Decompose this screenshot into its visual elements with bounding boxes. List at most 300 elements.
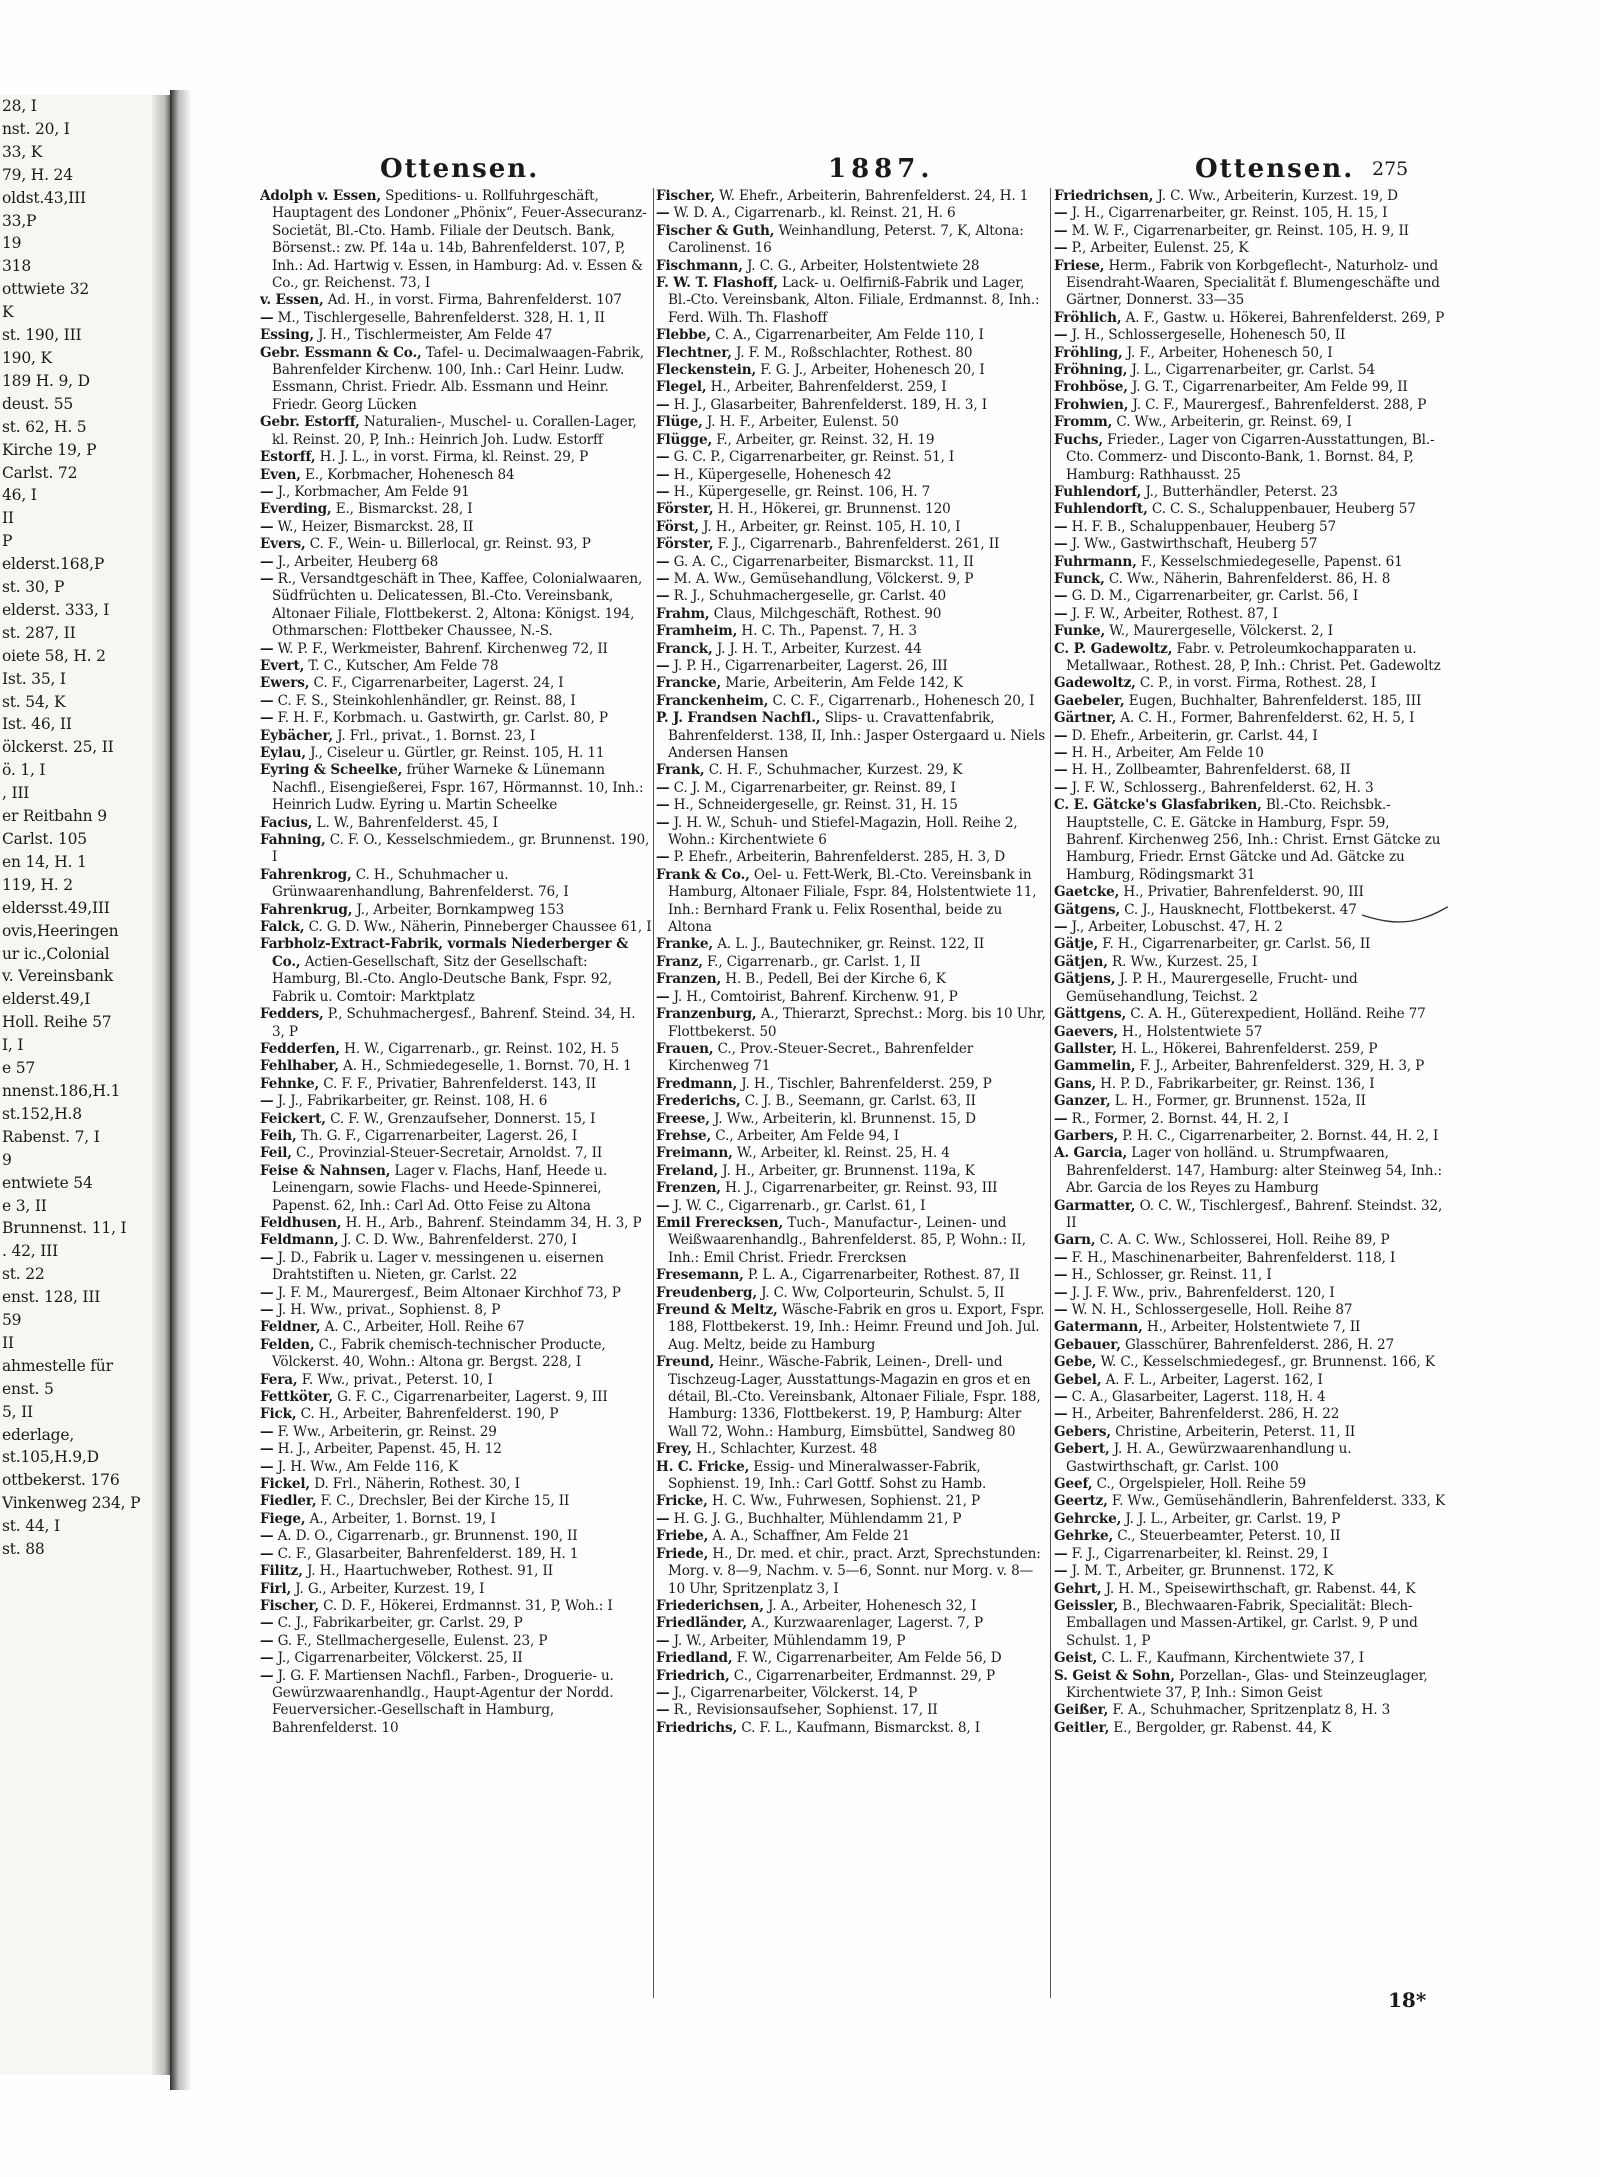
entry-name: Friedrichsen,	[1054, 188, 1154, 204]
prev-page-line: ölckerst. 25, II	[2, 738, 114, 757]
prev-page-line: entwiete 54	[2, 1173, 93, 1192]
prev-page-line: st. 62, H. 5	[2, 417, 87, 436]
prev-page-line: 189 H. 9, D	[2, 371, 90, 390]
entry-name: C. E. Gätcke's Glasfabriken,	[1054, 797, 1262, 814]
entry-details: J. F. W., Arbeiter, Rothest. 87, I	[1071, 605, 1278, 622]
entry-name: Flechtner,	[656, 344, 732, 361]
entry-details: C. J., Hausknecht, Flottbekerst. 47	[1124, 901, 1357, 918]
entry-details: G. F., Stellmachergeselle, Eulenst. 23, P	[277, 1632, 548, 1649]
entry-details: A. D. O., Cigarrenarb., gr. Brunnenst. 190, II	[277, 1528, 578, 1545]
directory-entry	[1054, 606, 1446, 623]
entry-details: J. C. G., Arbeiter, Holstentwiete 28	[747, 257, 980, 274]
entry-details: Oel- u. Fett-Werk, Bl.-Cto. Vereinsbank in Hamburg, Altonaer Filiale, Fspr. 84, Holstentwiete 11, Inh.: Bernhard Frank u. Felix Rosenthal, beide zu Altona	[668, 866, 1037, 936]
entry-details: J., Arbeiter, Bornkampweg 153	[356, 901, 565, 918]
entry-name: —	[656, 1684, 670, 1701]
entry-name: Geitler,	[1054, 1719, 1110, 1736]
directory-entry	[656, 936, 1048, 953]
entry-details: J. G. T., Cigarrenarbeiter, Am Felde 99, II	[1131, 379, 1408, 396]
entry-details: H., Holstentwiete 57	[1122, 1023, 1263, 1040]
directory-entry	[656, 449, 1048, 466]
entry-name: —	[260, 1302, 274, 1318]
entry-name: Friedländer,	[656, 1615, 748, 1632]
entry-name: Feldner,	[260, 1319, 321, 1336]
prev-page-line: 9	[2, 1150, 12, 1169]
entry-details: E., Bismarckst. 28, I	[335, 501, 473, 518]
entry-name: Essing,	[260, 327, 314, 344]
directory-entry	[656, 467, 1048, 484]
entry-name: —	[656, 449, 670, 466]
entry-details: J. H., Tischlermeister, Am Felde 47	[318, 327, 553, 344]
directory-entry	[260, 467, 652, 484]
directory-entry	[656, 1546, 1048, 1598]
directory-entry	[1054, 1319, 1446, 1336]
entry-name: Funck,	[1054, 570, 1105, 587]
entry-details: F. W., Cigarrenarbeiter, Am Felde 56, D	[736, 1650, 1002, 1667]
entry-details: Marie, Arbeiterin, Am Felde 142, K	[725, 675, 963, 692]
entry-details: J. P. H., Maurergeselle, Frucht- und Gemüsehandlung, Teichst. 2	[1066, 971, 1358, 1005]
directory-entry	[260, 1668, 652, 1738]
entry-details: J., Cigarrenarbeiter, Völckerst. 14, P	[673, 1684, 918, 1701]
entry-name: Fettköter,	[260, 1389, 333, 1406]
directory-entry	[260, 1058, 652, 1075]
entry-details: M., Tischlergeselle, Bahrenfelderst. 328, H. 1, II	[277, 309, 605, 326]
directory-entry	[1054, 519, 1446, 536]
directory-entry	[656, 205, 1048, 222]
entry-details: H. C. Th., Papenst. 7, H. 3	[741, 623, 917, 640]
entry-details: J. H., Arbeiter, gr. Reinst. 105, H. 10, I	[703, 518, 961, 535]
entry-name: —	[656, 570, 670, 587]
directory-entry	[1054, 1041, 1446, 1058]
entry-details: C. P., in vorst. Firma, Rothest. 28, I	[1139, 675, 1376, 692]
entry-name: Fehlhaber,	[260, 1058, 339, 1075]
entry-details: C. F., Wein- u. Billerlocal, gr. Reinst. 93, P	[309, 536, 591, 553]
entry-name: —	[1054, 1545, 1068, 1562]
directory-entry	[260, 867, 652, 902]
entry-details: C. Ww., Arbeiterin, gr. Reinst. 69, I	[1116, 414, 1352, 431]
entry-details: C. F. F., Privatier, Bahrenfelderst. 143, II	[323, 1075, 596, 1092]
entry-details: A., Arbeiter, 1. Bornst. 19, I	[309, 1510, 496, 1527]
directory-entry	[260, 1145, 652, 1162]
directory-entry	[1054, 310, 1446, 327]
directory-entry	[1054, 1563, 1446, 1580]
directory-entry	[1054, 1546, 1446, 1563]
entry-details: J. P. H., Cigarrenarbeiter, Lagerst. 26, III	[673, 657, 948, 674]
prev-page-line: 19	[2, 234, 22, 253]
directory-entry	[260, 728, 652, 745]
directory-entry	[656, 223, 1048, 258]
entry-details: J. G. F. Martiensen Nachfl., Farben-, Droguerie- u. Gewürzwaarenhandlg., Haupt-Agentur der Nordd. Feuerversicher.-Gesellschaft in Hamburg, Bahrenfelderst. 10	[272, 1667, 614, 1736]
entry-details: J. M. T., Arbeiter, gr. Brunnenst. 172, K	[1071, 1563, 1334, 1580]
entry-details: L. W., Bahrenfelderst. 45, I	[316, 814, 498, 831]
directory-entry	[656, 1528, 1048, 1545]
entry-details: A. C., Arbeiter, Holl. Reihe 67	[324, 1319, 525, 1336]
entry-details: früher Warneke & Lünemann Nachfl., Eisengießerei, Fspr. 167, Hörmannst. 10, Inh.: Heinrich Ludw. Eyring u. Martin Scheelke	[272, 762, 644, 814]
entry-details: Porzellan-, Glas- und Steinzeuglager, Kirchentwiete 37, P, Inh.: Simon Geist	[1066, 1667, 1428, 1701]
entry-name: —	[1054, 1267, 1068, 1284]
entry-name: Feil,	[260, 1145, 292, 1162]
entry-name: —	[656, 553, 670, 570]
entry-name: —	[260, 553, 274, 570]
header-year: 1887.	[828, 154, 935, 184]
entry-details: Weinhandlung, Peterst. 7, K, Altona: Carolinenst. 16	[668, 222, 1024, 257]
entry-name: Franz,	[656, 953, 703, 970]
entry-details: J. H., Haartuchweber, Rothest. 91, II	[307, 1563, 553, 1580]
prev-page-line: en 14, H. 1	[2, 852, 87, 871]
entry-name: —	[260, 1249, 274, 1266]
entry-name: —	[1054, 588, 1068, 605]
entry-name: Fleckenstein,	[656, 362, 757, 379]
entry-details: T. C., Kutscher, Am Felde 78	[308, 657, 499, 674]
entry-details: H. L., Hökerei, Bahrenfelderst. 259, P	[1121, 1040, 1378, 1057]
entry-name: Francke,	[656, 675, 722, 692]
prev-page-line: st. 30, P	[2, 578, 65, 597]
entry-details: A., Thierarzt, Sprechst.: Morg. bis 10 Uhr, Flottbekerst. 50	[668, 1006, 1046, 1040]
directory-entry	[260, 1633, 652, 1650]
directory-entry	[656, 1354, 1048, 1441]
directory-entry	[1054, 1441, 1446, 1476]
previous-page-fragment	[0, 95, 172, 2075]
entry-name: —	[260, 309, 274, 326]
entry-name: Falck,	[260, 919, 305, 936]
directory-entry	[1054, 1145, 1446, 1197]
prev-page-line: e 57	[2, 1059, 36, 1078]
directory-entry	[1054, 1250, 1446, 1267]
entry-details: H., Küpergeselle, Hohenesch 42	[673, 466, 892, 483]
pencil-mark	[1360, 885, 1450, 945]
directory-entry	[260, 745, 652, 762]
prev-page-line: 79, H. 24	[2, 165, 73, 184]
entry-details: G. D. M., Cigarrenarbeiter, gr. Carlst. 56, I	[1071, 588, 1359, 605]
directory-entry	[1054, 710, 1446, 727]
entry-name: Fahrenkrug,	[260, 901, 353, 918]
prev-page-line: 119, H. 2	[2, 875, 73, 894]
entry-details: Herm., Fabrik von Korbgeflecht-, Naturholz- und Eisendraht-Waaren, Specialität f. Blumengeschäfte und Gärtner, Donnerst. 33—35	[1066, 257, 1440, 309]
prev-page-line: Kirche 19, P	[2, 440, 97, 459]
entry-details: F. H. F., Korbmach. u. Gastwirth, gr. Carlst. 80, P	[277, 710, 608, 727]
entry-name: —	[1054, 1389, 1068, 1406]
entry-details: C. F., Cigarrenarbeiter, Lagerst. 24, I	[313, 675, 564, 692]
entry-name: Fuchs,	[1054, 431, 1103, 448]
directory-entry	[656, 275, 1048, 327]
prev-page-line: 318	[2, 257, 31, 276]
directory-entry	[260, 1406, 652, 1423]
prev-page-line: II	[2, 1333, 14, 1352]
entry-details: Lager v. Flachs, Hanf, Heede u. Leinengarn, sowie Flachs- und Heede-Spinnerei, Papenst. 62, Inh.: Carl Ad. Otto Feise zu Altona	[272, 1162, 608, 1214]
signature-mark: 18*	[1388, 1988, 1427, 2012]
directory-entry	[260, 1563, 652, 1580]
book-gutter	[170, 90, 192, 2090]
entry-details: H., Arbeiter, Bahrenfelderst. 286, H. 22	[1071, 1406, 1340, 1423]
entry-name: Franck,	[656, 640, 713, 657]
entry-details: M. W. F., Cigarrenarbeiter, gr. Reinst. 105, H. 9, II	[1071, 222, 1409, 239]
directory-entry	[260, 1389, 652, 1406]
entry-details: H. J., Arbeiter, Papenst. 45, H. 12	[277, 1441, 502, 1458]
entry-name: —	[1054, 222, 1068, 239]
entry-name: —	[656, 588, 670, 605]
entry-details: F. C., Drechsler, Bei der Kirche 15, II	[320, 1493, 570, 1510]
entry-name: Friedland,	[656, 1650, 733, 1667]
directory-entry	[1054, 1406, 1446, 1423]
entry-name: Fuhlendorf,	[1054, 483, 1142, 500]
entry-name: —	[1054, 1284, 1068, 1301]
entry-name: —	[1054, 779, 1068, 796]
entry-name: —	[260, 570, 274, 587]
prev-page-line: oiete 58, H. 2	[2, 646, 106, 665]
entry-name: Frey,	[656, 1441, 692, 1458]
entry-name: Gammelin,	[1054, 1058, 1136, 1075]
entry-details: A. L. J., Bautechniker, gr. Reinst. 122, II	[717, 936, 985, 953]
entry-name: —	[1054, 205, 1068, 222]
directory-entry	[260, 1511, 652, 1528]
prev-page-line: Carlst. 105	[2, 830, 87, 848]
prev-page-line: , III	[2, 784, 30, 803]
entry-details: H., Arbeiter, Bahrenfelderst. 259, I	[710, 379, 947, 396]
entry-name: —	[260, 1528, 274, 1545]
directory-entry	[260, 675, 652, 692]
entry-name: Fredmann,	[656, 1075, 738, 1092]
prev-page-line: enst. 5	[2, 1379, 54, 1398]
directory-entry	[1054, 345, 1446, 362]
prev-page-line: er Reitbahn 9	[2, 807, 107, 826]
entry-name: Fresemann,	[656, 1267, 744, 1284]
entry-details: C. J. M., Cigarrenarbeiter, gr. Reinst. 89, I	[673, 779, 956, 796]
entry-details: F. A., Schuhmacher, Spritzenplatz 8, H. 3	[1112, 1702, 1391, 1719]
directory-entry	[1054, 745, 1446, 762]
entry-name: Fuhlendorft,	[1054, 501, 1148, 518]
directory-entry	[260, 815, 652, 832]
directory-entry	[260, 693, 652, 710]
directory-entry	[656, 1633, 1048, 1650]
entry-name: Feldhusen,	[260, 1214, 342, 1231]
prev-page-line: Rabenst. 7, I	[2, 1127, 100, 1146]
entry-name: Frohwien,	[1054, 396, 1129, 413]
directory-entry	[1054, 1702, 1446, 1719]
directory-entry	[656, 571, 1048, 588]
entry-details: C. J., Fabrikarbeiter, gr. Carlst. 29, P	[277, 1615, 523, 1632]
entry-name: Gatermann,	[1054, 1319, 1143, 1336]
directory-entry	[1054, 971, 1446, 1006]
entry-details: A. A., Schaffner, Am Felde 21	[712, 1528, 911, 1545]
directory-entry	[1054, 1267, 1446, 1284]
entry-name: Flügge,	[656, 431, 713, 448]
prev-page-line: e 3, II	[2, 1196, 47, 1215]
entry-name: Flüge,	[656, 414, 703, 431]
entry-name: Framheim,	[656, 623, 738, 640]
prev-page-line: ovis,Heeringen	[2, 921, 119, 940]
entry-details: J. F. W., Schlosserg., Bahrenfelderst. 62, H. 3	[1071, 779, 1374, 796]
entry-details: Eugen, Buchhalter, Bahrenfelderst. 185, III	[1128, 692, 1422, 709]
entry-details: W. P. F., Werkmeister, Bahrenf. Kirchenweg 72, II	[277, 640, 608, 657]
directory-entry	[260, 1285, 652, 1302]
entry-details: W., Heizer, Bismarckst. 28, II	[277, 518, 474, 535]
entry-details: R., Former, 2. Bornst. 44, H. 2, I	[1071, 1110, 1289, 1127]
entry-details: Th. G. F., Cigarrenarbeiter, Lagerst. 26, I	[300, 1127, 578, 1144]
directory-entry	[656, 1163, 1048, 1180]
entry-name: —	[1054, 240, 1068, 257]
directory-entry	[656, 1041, 1048, 1076]
directory-entry	[260, 1319, 652, 1336]
entry-details: F., Arbeiter, gr. Reinst. 32, H. 19	[716, 431, 935, 448]
prev-page-line: elderst. 333, I	[2, 600, 110, 619]
entry-name: —	[1054, 605, 1068, 622]
entry-details: C., Provinzial-Steuer-Secretair, Arnoldst. 7, II	[296, 1145, 603, 1162]
entry-details: J. H. W., Schuh- und Stiefel-Magazin, Holl. Reihe 2, Wohn.: Kirchentwiete 6	[668, 814, 1018, 849]
entry-name: Everding,	[260, 501, 332, 518]
entry-details: F. J., Arbeiter, Bahrenfelderst. 329, H. 3, P	[1139, 1058, 1425, 1075]
directory-entry	[656, 780, 1048, 797]
directory-entry	[1054, 432, 1446, 484]
entry-details: J. H., Cigarrenarbeiter, gr. Reinst. 105, H. 15, I	[1071, 205, 1388, 222]
entry-name: Gebr. Estorff,	[260, 414, 360, 431]
directory-entry	[1054, 501, 1446, 518]
entry-name: Fehnke,	[260, 1075, 320, 1092]
directory-entry	[1054, 1372, 1446, 1389]
entry-name: Fiedler,	[260, 1493, 317, 1510]
entry-details: Heinr., Wäsche-Fabrik, Leinen-, Drell- und Tischzeug-Lager, Ausstattungs-Magazin en gros et en détail, Bl.-Cto. Vereinsbank, Altonaer Filiale, Fspr. 188, Hamburg: 1336, Flottbekerst. 19, P, Hamburg: Alter Wall 72, Wohn.: Hamburg, Eimsbüttel, Sandweg 80	[668, 1354, 1041, 1440]
directory-entry	[260, 1528, 652, 1545]
directory-entry	[656, 519, 1048, 536]
entry-details: E., Korbmacher, Hohenesch 84	[304, 466, 515, 483]
entry-details: H. B., Pedell, Bei der Kirche 6, K	[725, 971, 946, 988]
entry-name: F. W. T. Flashoff,	[656, 275, 778, 292]
entry-details: C. J. B., Seemann, gr. Carlst. 63, II	[744, 1093, 976, 1110]
entry-details: G. F. C., Cigarrenarbeiter, Lagerst. 9, III	[337, 1389, 608, 1406]
entry-details: Naturalien-, Muschel- u. Corallen-Lager, kl. Reinst. 20, P, Inh.: Heinrich Joh. Ludw. Estorff	[272, 414, 637, 448]
entry-name: Gehrcke,	[1054, 1510, 1122, 1527]
entry-details: H. J., Cigarrenarbeiter, gr. Reinst. 93, III	[725, 1180, 998, 1197]
entry-details: C. A., Cigarrenarbeiter, Am Felde 110, I	[714, 327, 984, 344]
directory-entry	[656, 658, 1048, 675]
entry-name: Gaebeler,	[1054, 692, 1125, 709]
entry-name: Förster,	[656, 501, 714, 518]
directory-entry	[656, 762, 1048, 779]
directory-entry	[1054, 1198, 1446, 1233]
entry-name: —	[1054, 727, 1068, 744]
directory-entry	[1054, 954, 1446, 971]
entry-name: Frank,	[656, 762, 705, 779]
directory-entry	[1054, 588, 1446, 605]
prev-page-line: Holl. Reihe 57	[2, 1013, 112, 1032]
entry-name: Frahm,	[656, 605, 710, 622]
entry-name: Fromm,	[1054, 414, 1113, 431]
entry-name: Frehse,	[656, 1127, 712, 1144]
entry-details: O. C. W., Tischlergesf., Bahrenf. Steindst. 32, II	[1066, 1197, 1443, 1231]
entry-name: Feih,	[260, 1127, 297, 1144]
directory-entry	[1054, 362, 1446, 379]
directory-entry	[1054, 1581, 1446, 1598]
directory-entry	[260, 1598, 652, 1615]
entry-details: C. A. H., Güterexpedient, Holländ. Reihe 77	[1130, 1006, 1426, 1023]
entry-details: D. Frl., Näherin, Rothest. 30, I	[314, 1476, 520, 1493]
entry-name: Gärtner,	[1054, 710, 1117, 727]
entry-name: Funke,	[1054, 623, 1106, 640]
entry-name: Evers,	[260, 536, 306, 553]
entry-name: Först,	[656, 518, 699, 535]
directory-entry	[656, 1006, 1048, 1041]
directory-entry	[260, 1302, 652, 1319]
page-spine	[152, 95, 170, 2075]
directory-entry	[260, 1337, 652, 1372]
entry-details: A. C. H., Former, Bahrenfelderst. 62, H. 5, I	[1120, 710, 1415, 727]
entry-details: J. Ww., Gastwirthschaft, Heuberg 57	[1071, 536, 1318, 553]
directory-entry	[656, 1302, 1048, 1354]
directory-entry	[1054, 1058, 1446, 1075]
entry-details: H., Privatier, Bahrenfelderst. 90, III	[1123, 884, 1364, 901]
entry-details: P., Schuhmachergesf., Bahrenf. Steind. 34, H. 3, P	[272, 1006, 636, 1040]
directory-entry	[656, 1198, 1048, 1215]
entry-details: J., Arbeiter, Heuberg 68	[277, 553, 439, 570]
entry-details: J. J. F. Ww., priv., Bahrenfelderst. 120, I	[1071, 1284, 1335, 1301]
entry-name: —	[1054, 762, 1068, 779]
entry-details: J. J. H. T., Arbeiter, Kurzest. 44	[716, 640, 922, 657]
directory-entry	[656, 1598, 1048, 1615]
directory-entry	[656, 484, 1048, 501]
entry-name: Friedrich,	[656, 1667, 730, 1684]
entry-details: H., Schlachter, Kurzest. 48	[695, 1441, 878, 1458]
directory-entry	[260, 571, 652, 641]
directory-entry	[656, 1685, 1048, 1702]
entry-name: Geist,	[1054, 1650, 1098, 1667]
directory-entry	[260, 1093, 652, 1110]
entry-details: J. H. M., Speisewirthschaft, gr. Rabenst. 44, K	[1105, 1580, 1416, 1597]
entry-details: J. H. A., Gewürzwaarenhandlung u. Gastwirthschaft, gr. Carlst. 100	[1066, 1441, 1352, 1475]
entry-details: H. H., Arbeiter, Am Felde 10	[1071, 745, 1264, 761]
entry-details: W., Maurergeselle, Völckerst. 2, I	[1109, 623, 1333, 640]
entry-details: F. J., Cigarrenarbeiter, kl. Reinst. 29, I	[1071, 1545, 1328, 1562]
directory-entry	[260, 1546, 652, 1563]
directory-entry	[656, 414, 1048, 431]
prev-page-line: elderst.49,I	[2, 990, 91, 1009]
entry-details: H. C. Ww., Fuhrwesen, Sophienst. 21, P	[711, 1493, 981, 1510]
entry-details: A. F., Gastw. u. Hökerei, Bahrenfelderst. 269, P	[1125, 309, 1445, 326]
prev-page-line: ahmestelle für	[2, 1356, 113, 1375]
entry-name: Gättgens,	[1054, 1006, 1127, 1023]
directory-entry	[656, 693, 1048, 710]
directory-entry	[260, 188, 652, 292]
entry-name: —	[1054, 745, 1068, 761]
directory-entry	[656, 1111, 1048, 1128]
entry-name: Fera,	[260, 1371, 298, 1388]
entry-name: Fahrenkrog,	[260, 866, 352, 883]
entry-details: P. Ehefr., Arbeiterin, Bahrenfelderst. 285, H. 3, D	[673, 849, 1006, 866]
entry-name: Gehrke,	[1054, 1528, 1114, 1545]
directory-entry	[656, 432, 1048, 449]
directory-entry	[260, 641, 652, 658]
prev-page-line: 28, I	[2, 97, 37, 115]
entry-name: —	[656, 1702, 670, 1719]
entry-details: J., Korbmacher, Am Felde 91	[277, 483, 470, 500]
entry-details: J. H., Comtoirist, Bahrenf. Kirchenw. 91, P	[673, 988, 958, 1005]
directory-entry	[656, 1076, 1048, 1093]
directory-entry	[656, 588, 1048, 605]
prev-page-line: st. 22	[2, 1265, 45, 1284]
directory-entry	[260, 1459, 652, 1476]
directory-entry	[1054, 414, 1446, 431]
entry-details: L. H., Former, gr. Brunnenst. 152a, II	[1114, 1093, 1366, 1110]
directory-entry	[260, 345, 652, 415]
entry-details: Tuch-, Manufactur-, Leinen- und Weißwaarenhandlg., Bahrenfelderst. 85, P, Wohn.: II, Inh.: Emil Christ. Friedr. Frercksen	[668, 1214, 1026, 1266]
entry-name: Adolph v. Essen,	[260, 188, 381, 204]
prev-page-line: . 42, III	[2, 1242, 58, 1261]
entry-name: Fricke,	[656, 1493, 708, 1510]
entry-name: Firl,	[260, 1580, 292, 1597]
entry-details: Actien-Gesellschaft, Sitz der Gesellschaft: Hamburg, Bl.-Cto. Anglo-Deutsche Bank, Fspr. 92, Fabrik u. Comtoir: Marktplatz	[272, 953, 613, 1005]
entry-details: J. J. L., Arbeiter, gr. Carlst. 19, P	[1125, 1510, 1341, 1527]
entry-name: Freund,	[656, 1354, 715, 1371]
entry-details: C. G. D. Ww., Näherin, Pinneberger Chaussee 61, I	[308, 919, 652, 936]
entry-name: —	[1054, 518, 1068, 535]
entry-details: C., Orgelspieler, Holl. Reihe 59	[1096, 1476, 1306, 1493]
